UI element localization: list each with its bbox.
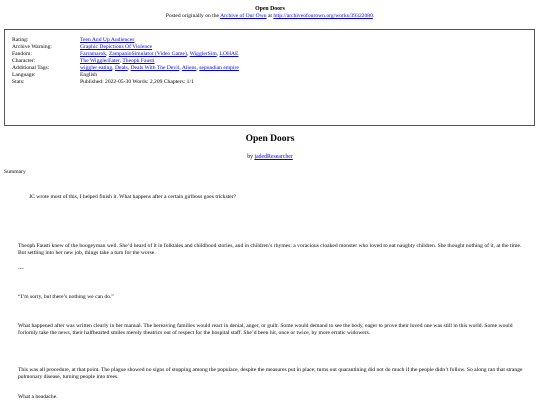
body-paragraph: “I’m sorry, but there’s nothing we can do.” xyxy=(18,294,114,300)
body-paragraph: This was all procedure, at that point. The plague showed no signs of stopping among the populace, despite the measures put in place; turns out quarantining did not do much if the people didn’t follow. So along ran that strange pulmonary disease, turning people into trees. xyxy=(18,367,523,380)
body-paragraph: Theoph Fausti knew of the boogeyman well. She’d heard of it in folktales and childhood stories, and in children’s rhymes: a voracious cloaked monster who loved to eat naughty children. She thought nothing of it, at the time. But settling into her new job, things take a turn for the worse. xyxy=(18,243,522,256)
fandom-link[interactable]: Farramarok xyxy=(80,51,107,57)
tag-link[interactable]: Deals With The Devil xyxy=(130,65,180,71)
meta-label-language: Language: xyxy=(12,72,36,78)
character-link[interactable]: Theoph Fausti xyxy=(122,58,155,64)
export-header xyxy=(0,0,540,20)
meta-row-tags: Additional Tags: wiggler eating, Deals, Deals With The Devil, Aliens, sepundian empire xyxy=(12,65,239,71)
summary-text: JC wrote most of this, I helped finish it. What happens after a certain girlboss goes trickster? xyxy=(29,194,237,200)
meta-label-rating: Rating: xyxy=(12,37,29,43)
meta-label-character: Character: xyxy=(12,58,36,64)
at-text: at xyxy=(266,12,274,19)
meta-row-language xyxy=(12,72,526,79)
tag-link[interactable]: sepundian empire xyxy=(199,65,239,71)
byline xyxy=(0,154,540,161)
meta-row-fandom: Fandom: Farramarok, ZampanioSimulator (Video Game), WigglerSim, LOHAE xyxy=(12,51,239,57)
tag-link[interactable]: Aliens xyxy=(181,65,197,71)
end-period: . xyxy=(372,12,375,19)
stats-value: Published: 2022-05-30 Words: 2,209 Chapters: 1/1 xyxy=(80,79,194,85)
language-value: English xyxy=(80,72,98,78)
archive-link[interactable]: Archive of Our Own xyxy=(220,12,267,19)
tag-link[interactable]: wiggler eating xyxy=(80,65,113,71)
meta-box xyxy=(4,29,535,126)
author-link[interactable]: jadedResearcher xyxy=(254,154,293,160)
work-title: Open Doors xyxy=(245,134,295,144)
posted-prefix: Posted originally on the xyxy=(165,12,221,19)
export-title: Open Doors xyxy=(255,6,285,12)
meta-row-character: Character: The WigglerEater, Theoph Fausti xyxy=(12,58,155,64)
meta-label-fandom: Fandom: xyxy=(12,51,32,57)
summary-heading: Summary xyxy=(4,169,26,175)
body-paragraph: What a headache. xyxy=(18,394,58,400)
fandom-link[interactable]: LOHAE xyxy=(219,51,239,57)
fandom-link[interactable]: WigglerSim xyxy=(189,51,217,57)
posted-line xyxy=(0,13,540,20)
meta-row-rating xyxy=(12,37,526,44)
scene-break: --- xyxy=(18,266,24,272)
byline-prefix: by xyxy=(247,154,255,160)
meta-row-stats xyxy=(12,79,526,86)
meta-row-warning xyxy=(12,44,526,51)
character-link[interactable]: The WigglerEater xyxy=(80,58,120,64)
work-url-link[interactable]: http://archiveofourown.org/works/39322080 xyxy=(273,12,373,19)
meta-label-tags: Additional Tags: xyxy=(12,65,50,71)
meta-label-warning: Archive Warning: xyxy=(12,44,52,50)
fandom-link[interactable]: ZampanioSimulator (Video Game) xyxy=(108,51,187,57)
meta-label-stats: Stats: xyxy=(12,79,25,85)
body-paragraph: What happened after was written clearly in her manual. The bereaving families would react in denial, anger, or guilt. Some would demand to see the body, eager to prove their loved one was still in this world. Some would forlornly take the news, their halfhearted smiles merely theatrics out of respect for the hospital staff. She’d been hit, once or twice, by more erratic widowers. xyxy=(18,323,513,336)
tag-link[interactable]: Deals xyxy=(114,65,128,71)
warning-link[interactable]: Graphic Depictions Of Violence xyxy=(80,44,153,50)
rating-link[interactable]: Teen And Up Audiences xyxy=(80,37,135,43)
